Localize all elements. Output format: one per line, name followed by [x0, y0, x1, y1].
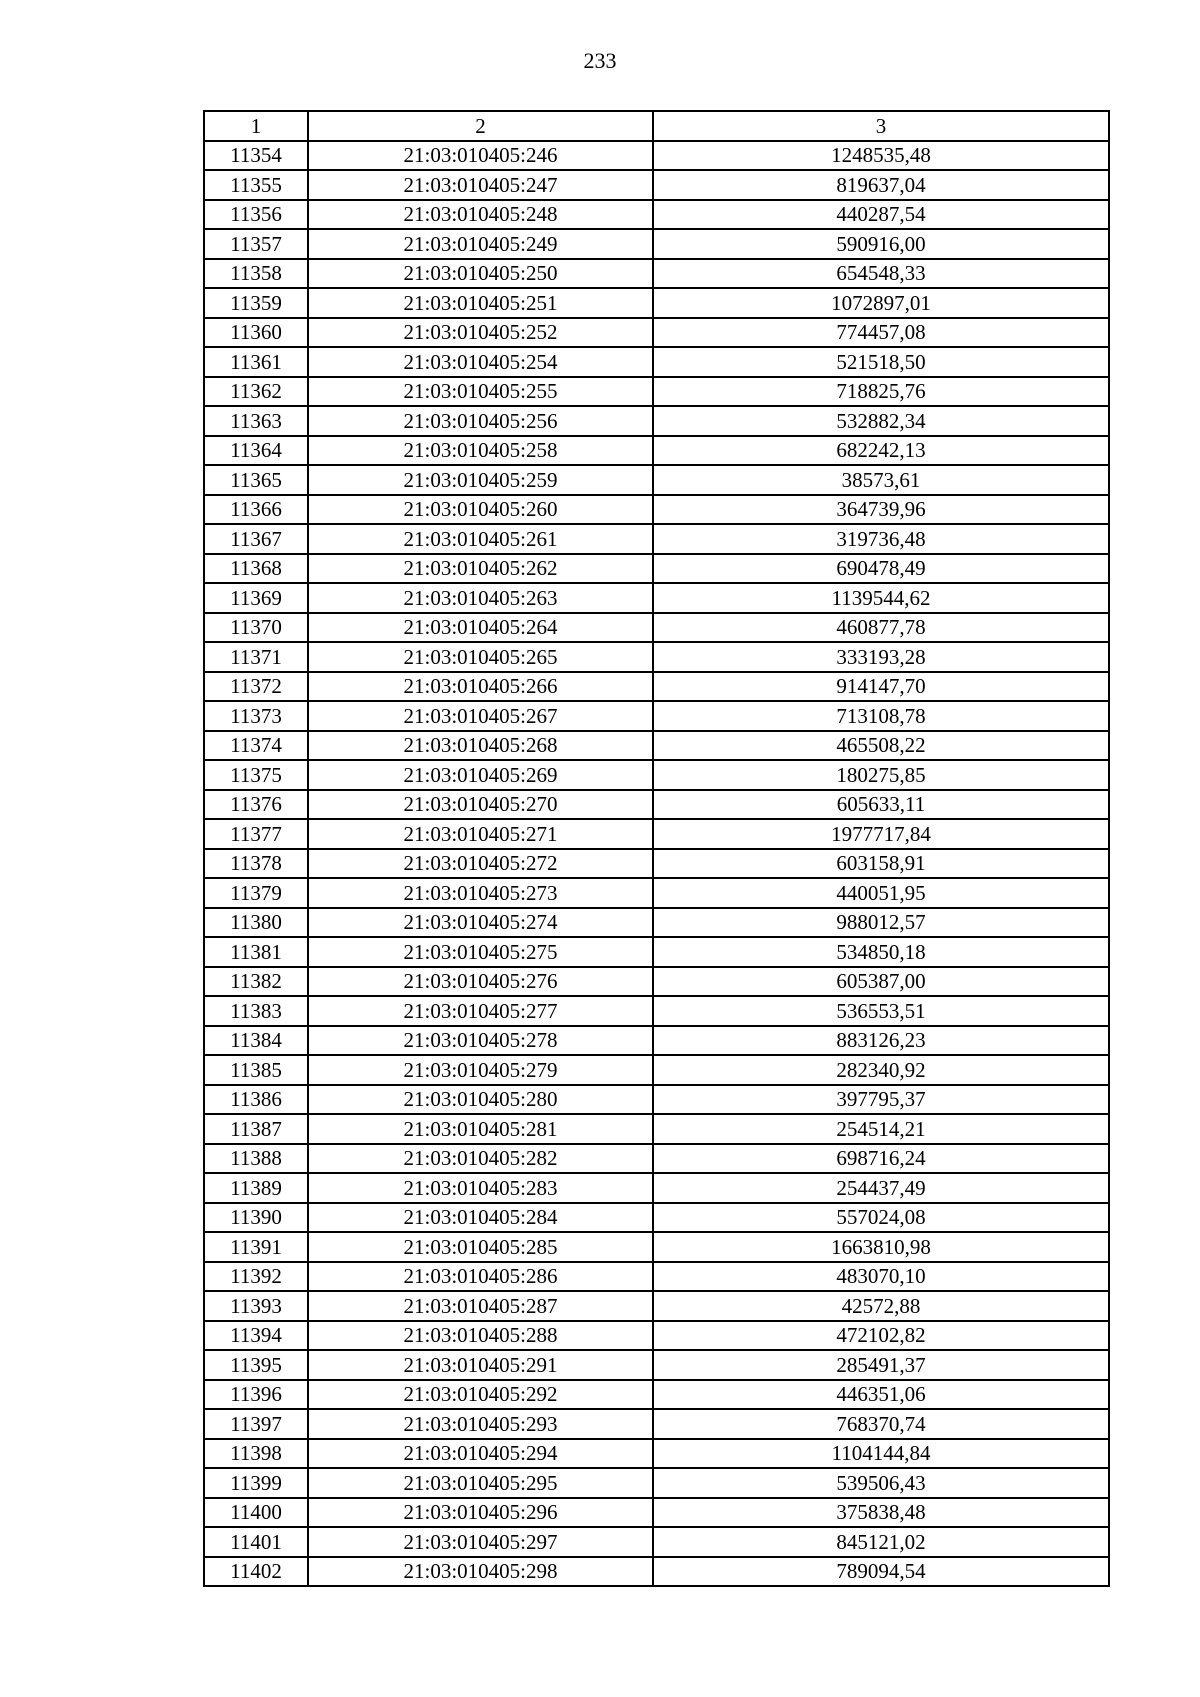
- table-row: [204, 1321, 1109, 1351]
- row-number-cell: 11379: [204, 878, 308, 908]
- table-row: [204, 1026, 1109, 1056]
- cadastral-number-cell: 21:03:010405:277: [308, 996, 653, 1026]
- value-cell: 1663810,98: [653, 1232, 1109, 1262]
- value-cell: 713108,78: [653, 701, 1109, 731]
- row-number-cell: 11370: [204, 613, 308, 643]
- header-cell-3: 3: [653, 111, 1109, 141]
- row-number-cell: 11362: [204, 377, 308, 407]
- value-cell: 440051,95: [653, 878, 1109, 908]
- row-number-cell: 11395: [204, 1350, 308, 1380]
- value-cell: 539506,43: [653, 1468, 1109, 1498]
- row-number-cell: 11400: [204, 1498, 308, 1528]
- table-body: [204, 141, 1109, 1587]
- row-number-cell: 11367: [204, 524, 308, 554]
- table-row: [204, 583, 1109, 613]
- row-number-cell: 11369: [204, 583, 308, 613]
- table-row: [204, 996, 1109, 1026]
- row-number-cell: 11361: [204, 347, 308, 377]
- table-row: [204, 229, 1109, 259]
- cadastral-number-cell: 21:03:010405:264: [308, 613, 653, 643]
- cadastral-number-cell: 21:03:010405:281: [308, 1114, 653, 1144]
- row-number-cell: 11384: [204, 1026, 308, 1056]
- cadastral-number-cell: 21:03:010405:256: [308, 406, 653, 436]
- cadastral-number-cell: 21:03:010405:273: [308, 878, 653, 908]
- cadastral-number-cell: 21:03:010405:296: [308, 1498, 653, 1528]
- cadastral-number-cell: 21:03:010405:291: [308, 1350, 653, 1380]
- cadastral-number-cell: 21:03:010405:279: [308, 1055, 653, 1085]
- row-number-cell: 11390: [204, 1203, 308, 1233]
- header-cell-1: 1: [204, 111, 308, 141]
- table-row: [204, 642, 1109, 672]
- table-row: [204, 288, 1109, 318]
- row-number-cell: 11368: [204, 554, 308, 584]
- table-row: [204, 1380, 1109, 1410]
- row-number-cell: 11366: [204, 495, 308, 525]
- cadastral-number-cell: 21:03:010405:285: [308, 1232, 653, 1262]
- value-cell: 364739,96: [653, 495, 1109, 525]
- cadastral-number-cell: 21:03:010405:262: [308, 554, 653, 584]
- cadastral-number-cell: 21:03:010405:265: [308, 642, 653, 672]
- table-row: [204, 1439, 1109, 1469]
- cadastral-number-cell: 21:03:010405:259: [308, 465, 653, 495]
- table-row: [204, 495, 1109, 525]
- row-number-cell: 11356: [204, 200, 308, 230]
- row-number-cell: 11391: [204, 1232, 308, 1262]
- value-cell: 483070,10: [653, 1262, 1109, 1292]
- table-row: [204, 524, 1109, 554]
- value-cell: 768370,74: [653, 1409, 1109, 1439]
- value-cell: 774457,08: [653, 318, 1109, 348]
- table-row: [204, 200, 1109, 230]
- table-row: [204, 318, 1109, 348]
- row-number-cell: 11372: [204, 672, 308, 702]
- row-number-cell: 11382: [204, 967, 308, 997]
- cadastral-number-cell: 21:03:010405:280: [308, 1085, 653, 1115]
- row-number-cell: 11399: [204, 1468, 308, 1498]
- value-cell: 38573,61: [653, 465, 1109, 495]
- cadastral-number-cell: 21:03:010405:269: [308, 760, 653, 790]
- value-cell: 333193,28: [653, 642, 1109, 672]
- cadastral-number-cell: 21:03:010405:298: [308, 1557, 653, 1587]
- value-cell: 536553,51: [653, 996, 1109, 1026]
- table-row: [204, 259, 1109, 289]
- table-row: [204, 967, 1109, 997]
- value-cell: 282340,92: [653, 1055, 1109, 1085]
- cadastral-number-cell: 21:03:010405:246: [308, 141, 653, 171]
- header-cell-2: 2: [308, 111, 653, 141]
- row-number-cell: 11358: [204, 259, 308, 289]
- value-cell: 654548,33: [653, 259, 1109, 289]
- cadastral-number-cell: 21:03:010405:284: [308, 1203, 653, 1233]
- row-number-cell: 11360: [204, 318, 308, 348]
- value-cell: 285491,37: [653, 1350, 1109, 1380]
- value-cell: 460877,78: [653, 613, 1109, 643]
- table-row: [204, 1468, 1109, 1498]
- table-row: [204, 1498, 1109, 1528]
- row-number-cell: 11364: [204, 436, 308, 466]
- table-row: [204, 760, 1109, 790]
- table-row: [204, 731, 1109, 761]
- row-number-cell: 11401: [204, 1527, 308, 1557]
- row-number-cell: 11394: [204, 1321, 308, 1351]
- value-cell: 557024,08: [653, 1203, 1109, 1233]
- value-cell: 883126,23: [653, 1026, 1109, 1056]
- table-row: [204, 937, 1109, 967]
- table-row: [204, 141, 1109, 171]
- value-cell: 845121,02: [653, 1527, 1109, 1557]
- cadastral-number-cell: 21:03:010405:294: [308, 1439, 653, 1469]
- table-row: [204, 1409, 1109, 1439]
- row-number-cell: 11375: [204, 760, 308, 790]
- value-cell: 521518,50: [653, 347, 1109, 377]
- value-cell: 1977717,84: [653, 819, 1109, 849]
- table-row: [204, 1114, 1109, 1144]
- cadastral-number-cell: 21:03:010405:254: [308, 347, 653, 377]
- table-row: [204, 347, 1109, 377]
- value-cell: 254514,21: [653, 1114, 1109, 1144]
- table-row: [204, 790, 1109, 820]
- row-number-cell: 11381: [204, 937, 308, 967]
- cadastral-number-cell: 21:03:010405:282: [308, 1144, 653, 1174]
- table-row: [204, 1262, 1109, 1292]
- value-cell: 440287,54: [653, 200, 1109, 230]
- cadastral-number-cell: 21:03:010405:272: [308, 849, 653, 879]
- table-row: [204, 1085, 1109, 1115]
- cadastral-number-cell: 21:03:010405:283: [308, 1173, 653, 1203]
- row-number-cell: 11389: [204, 1173, 308, 1203]
- value-cell: 988012,57: [653, 908, 1109, 938]
- value-cell: 603158,91: [653, 849, 1109, 879]
- row-number-cell: 11386: [204, 1085, 308, 1115]
- row-number-cell: 11402: [204, 1557, 308, 1587]
- cadastral-number-cell: 21:03:010405:278: [308, 1026, 653, 1056]
- cadastral-number-cell: 21:03:010405:261: [308, 524, 653, 554]
- value-cell: 465508,22: [653, 731, 1109, 761]
- row-number-cell: 11396: [204, 1380, 308, 1410]
- row-number-cell: 11365: [204, 465, 308, 495]
- row-number-cell: 11378: [204, 849, 308, 879]
- value-cell: 534850,18: [653, 937, 1109, 967]
- value-cell: 690478,49: [653, 554, 1109, 584]
- row-number-cell: 11380: [204, 908, 308, 938]
- row-number-cell: 11363: [204, 406, 308, 436]
- row-number-cell: 11371: [204, 642, 308, 672]
- cadastral-number-cell: 21:03:010405:292: [308, 1380, 653, 1410]
- value-cell: 819637,04: [653, 170, 1109, 200]
- cadastral-number-cell: 21:03:010405:263: [308, 583, 653, 613]
- table-row: [204, 849, 1109, 879]
- row-number-cell: 11387: [204, 1114, 308, 1144]
- row-number-cell: 11398: [204, 1439, 308, 1469]
- cadastral-number-cell: 21:03:010405:247: [308, 170, 653, 200]
- cadastral-number-cell: 21:03:010405:295: [308, 1468, 653, 1498]
- cadastral-number-cell: 21:03:010405:266: [308, 672, 653, 702]
- value-cell: 397795,37: [653, 1085, 1109, 1115]
- table-row: [204, 554, 1109, 584]
- table-row: [204, 878, 1109, 908]
- value-cell: 446351,06: [653, 1380, 1109, 1410]
- row-number-cell: 11357: [204, 229, 308, 259]
- row-number-cell: 11376: [204, 790, 308, 820]
- cadastral-number-cell: 21:03:010405:274: [308, 908, 653, 938]
- cadastral-number-cell: 21:03:010405:268: [308, 731, 653, 761]
- table-row: [204, 1232, 1109, 1262]
- table-row: [204, 1291, 1109, 1321]
- cadastral-number-cell: 21:03:010405:270: [308, 790, 653, 820]
- table-row: [204, 1527, 1109, 1557]
- cadastral-number-cell: 21:03:010405:249: [308, 229, 653, 259]
- value-cell: 42572,88: [653, 1291, 1109, 1321]
- table-row: [204, 1350, 1109, 1380]
- cadastral-number-cell: 21:03:010405:258: [308, 436, 653, 466]
- row-number-cell: 11374: [204, 731, 308, 761]
- value-cell: 472102,82: [653, 1321, 1109, 1351]
- row-number-cell: 11359: [204, 288, 308, 318]
- value-cell: 1104144,84: [653, 1439, 1109, 1469]
- value-cell: 682242,13: [653, 436, 1109, 466]
- table-row: [204, 819, 1109, 849]
- cadastral-number-cell: 21:03:010405:248: [308, 200, 653, 230]
- cadastral-number-cell: 21:03:010405:276: [308, 967, 653, 997]
- value-cell: 789094,54: [653, 1557, 1109, 1587]
- cadastral-number-cell: 21:03:010405:293: [308, 1409, 653, 1439]
- table-row: [204, 1203, 1109, 1233]
- row-number-cell: 11385: [204, 1055, 308, 1085]
- cadastral-number-cell: 21:03:010405:267: [308, 701, 653, 731]
- cadastral-number-cell: 21:03:010405:252: [308, 318, 653, 348]
- table-header: [204, 111, 1109, 141]
- value-cell: 1139544,62: [653, 583, 1109, 613]
- value-cell: 532882,34: [653, 406, 1109, 436]
- row-number-cell: 11377: [204, 819, 308, 849]
- value-cell: 1248535,48: [653, 141, 1109, 171]
- value-cell: 914147,70: [653, 672, 1109, 702]
- cadastral-number-cell: 21:03:010405:287: [308, 1291, 653, 1321]
- row-number-cell: 11392: [204, 1262, 308, 1292]
- row-number-cell: 11373: [204, 701, 308, 731]
- row-number-cell: 11388: [204, 1144, 308, 1174]
- table-row: [204, 613, 1109, 643]
- value-cell: 605387,00: [653, 967, 1109, 997]
- row-number-cell: 11383: [204, 996, 308, 1026]
- cadastral-number-cell: 21:03:010405:271: [308, 819, 653, 849]
- table-row: [204, 377, 1109, 407]
- value-cell: 180275,85: [653, 760, 1109, 790]
- value-cell: 319736,48: [653, 524, 1109, 554]
- registry-table: [203, 110, 1110, 1587]
- table-row: [204, 406, 1109, 436]
- value-cell: 698716,24: [653, 1144, 1109, 1174]
- cadastral-number-cell: 21:03:010405:251: [308, 288, 653, 318]
- table-row: [204, 701, 1109, 731]
- page-number: 233: [583, 48, 617, 73]
- table-row: [204, 1144, 1109, 1174]
- table-row: [204, 170, 1109, 200]
- cadastral-number-cell: 21:03:010405:288: [308, 1321, 653, 1351]
- row-number-cell: 11397: [204, 1409, 308, 1439]
- cadastral-number-cell: 21:03:010405:250: [308, 259, 653, 289]
- cadastral-number-cell: 21:03:010405:255: [308, 377, 653, 407]
- row-number-cell: 11355: [204, 170, 308, 200]
- cadastral-number-cell: 21:03:010405:297: [308, 1527, 653, 1557]
- value-cell: 590916,00: [653, 229, 1109, 259]
- table-row: [204, 672, 1109, 702]
- table-row: [204, 436, 1109, 466]
- table-row: [204, 1557, 1109, 1587]
- row-number-cell: 11354: [204, 141, 308, 171]
- value-cell: 254437,49: [653, 1173, 1109, 1203]
- table-row: [204, 465, 1109, 495]
- value-cell: 605633,11: [653, 790, 1109, 820]
- value-cell: 718825,76: [653, 377, 1109, 407]
- table-row: [204, 1055, 1109, 1085]
- value-cell: 375838,48: [653, 1498, 1109, 1528]
- cadastral-number-cell: 21:03:010405:260: [308, 495, 653, 525]
- table-row: [204, 1173, 1109, 1203]
- value-cell: 1072897,01: [653, 288, 1109, 318]
- row-number-cell: 11393: [204, 1291, 308, 1321]
- cadastral-number-cell: 21:03:010405:275: [308, 937, 653, 967]
- table-row: [204, 908, 1109, 938]
- header-row: [204, 111, 1109, 141]
- cadastral-number-cell: 21:03:010405:286: [308, 1262, 653, 1292]
